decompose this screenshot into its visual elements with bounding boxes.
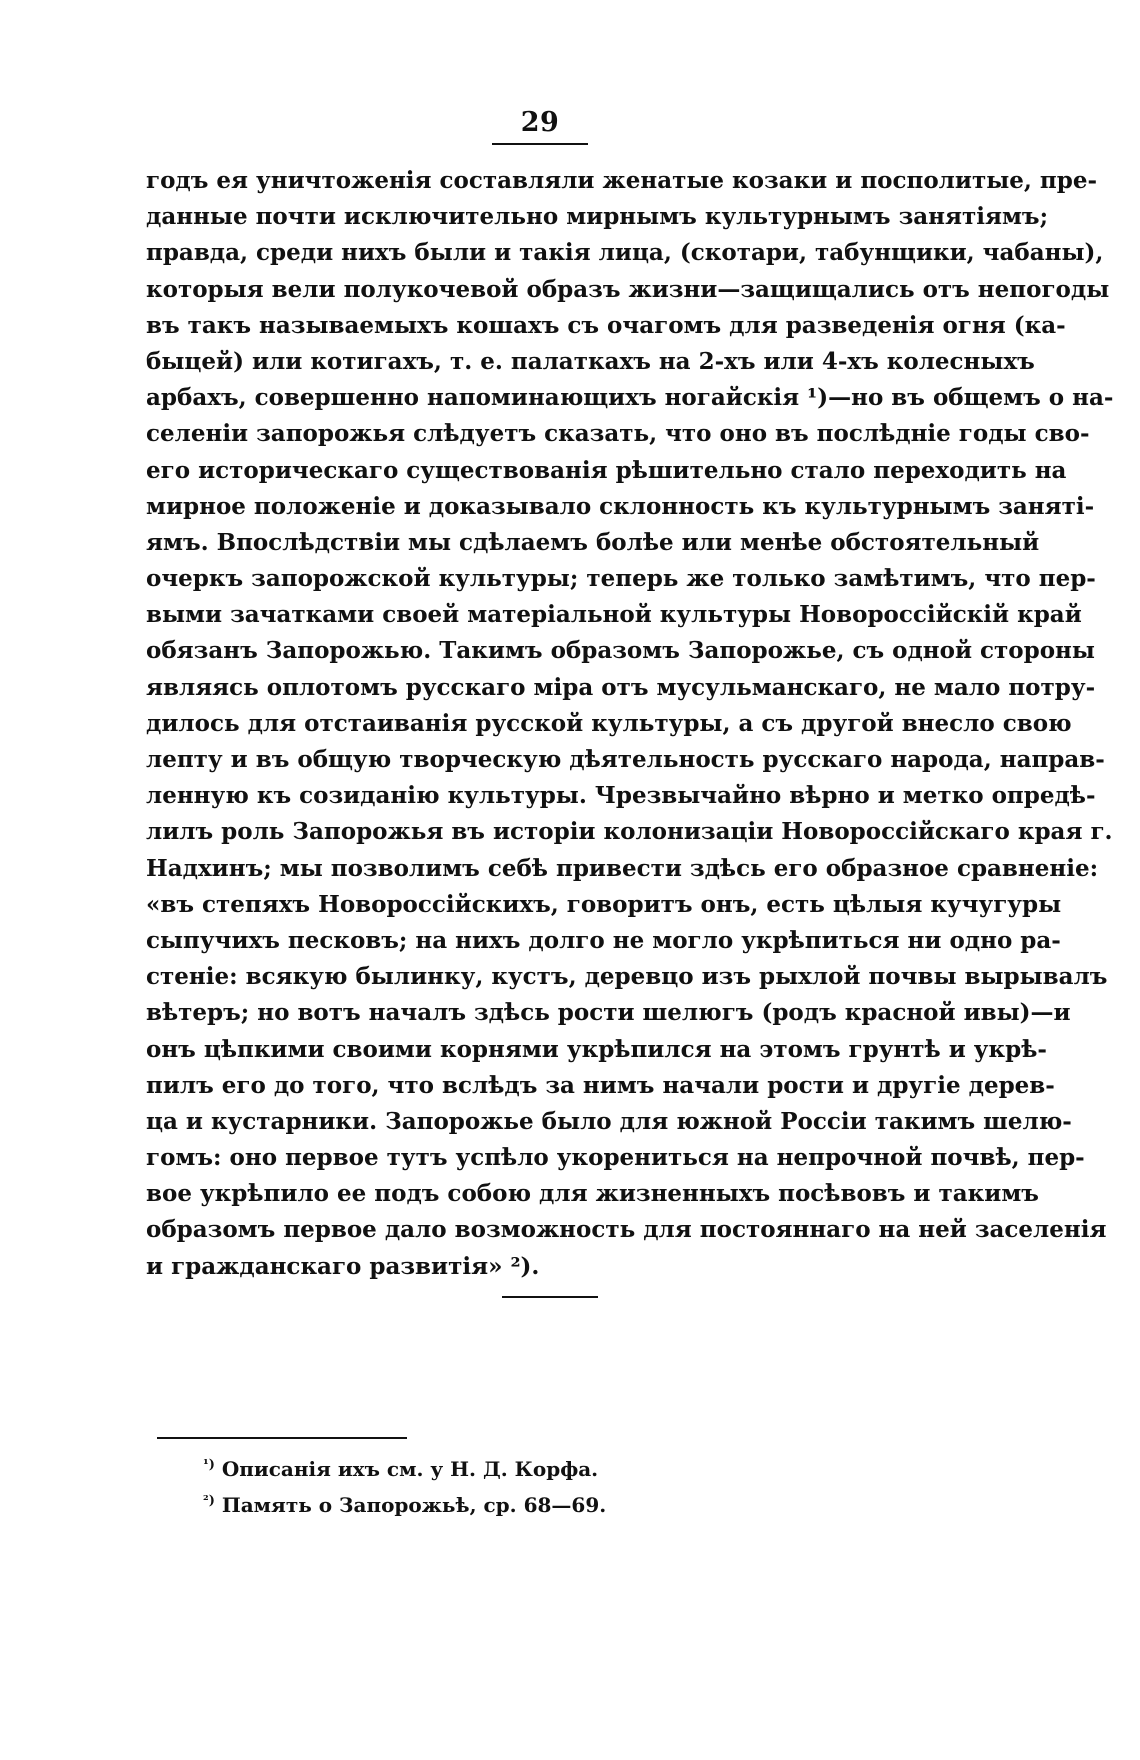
- text-line: пилъ его до того, что вслѣдъ за нимъ начали рости и другіе дерев-: [146, 1071, 1055, 1099]
- text-line: ямъ. Впослѣдствіи мы сдѣлаемъ болѣе или менѣе обстоятельный: [146, 528, 1040, 556]
- text-line: вое укрѣпило ее подъ собою для жизненныхъ посѣвовъ и такимъ: [146, 1180, 1039, 1208]
- text-line: ца и кустарники. Запорожье было для южной Россіи такимъ шелю-: [146, 1107, 1072, 1135]
- text-line: лепту и въ общую творческую дѣятельность русскаго народа, направ-: [146, 746, 1105, 773]
- text-line: очеркъ запорожской культуры; теперь же только замѣтимъ, что пер-: [146, 565, 1096, 593]
- text-line: данные почти исключительно мирнымъ культурнымъ занятіямъ;: [146, 203, 1049, 231]
- footnote-text: Память о Запорожьѣ, ср. 68—69.: [221, 1493, 607, 1517]
- page-number-rule: [492, 143, 588, 145]
- text-line: обязанъ Запорожью. Такимъ образомъ Запорожье, съ одной стороны: [146, 637, 1095, 665]
- text-line: вѣтеръ; но вотъ началъ здѣсь рости шелюгъ (родъ красной ивы)—и: [146, 999, 1071, 1027]
- text-line: онъ цѣпкими своими корнями укрѣпился на этомъ грунтѣ и укрѣ-: [146, 1035, 1047, 1063]
- text-line: которыя вели полукочевой образъ жизни—защищались отъ непогоды: [146, 275, 1110, 303]
- text-line: стеніе: всякую былинку, кустъ, деревцо изъ рыхлой почвы вырывалъ: [146, 963, 1108, 991]
- text-line: ленную къ созиданію культуры. Чрезвычайно вѣрно и метко опредѣ-: [146, 782, 1096, 810]
- section-divider: [502, 1296, 598, 1298]
- text-line: сыпучихъ песковъ; на нихъ долго не могло укрѣпиться ни одно ра-: [146, 926, 1061, 954]
- footnote: [203, 1451, 703, 1487]
- text-line: мирное положеніе и доказывало склонность къ культурнымъ занятi-: [146, 492, 1095, 520]
- footnote-mark: ²): [203, 1493, 215, 1509]
- footnotes: [203, 1451, 703, 1523]
- text-line: и гражданскаго развитія» ²).: [146, 1252, 540, 1280]
- text-line: его историческаго существованія рѣшительно стало переходить на: [146, 456, 1067, 484]
- text-line: являясь оплотомъ русскаго міра отъ мусульманскаго, не мало потру-: [146, 673, 1096, 701]
- footnote-divider: [157, 1437, 407, 1439]
- text-line: селеніи запорожья слѣдуетъ сказать, что оно въ послѣдніе годы сво-: [146, 420, 1090, 448]
- footnote-text: Описанія ихъ см. у Н. Д. Корфа.: [221, 1457, 599, 1481]
- footnote: [203, 1487, 703, 1523]
- text-line: «въ степяхъ Новороссійскихъ, говоритъ онъ, есть цѣлыя кучугуры: [146, 890, 1062, 918]
- page-number: 29: [520, 107, 560, 138]
- body-text: [146, 163, 1114, 1285]
- text-line: дилось для отстаиванія русской культуры, а съ другой внесло свою: [146, 709, 1072, 737]
- text-line: гомъ: оно первое тутъ успѣло укорениться на непрочной почвѣ, пер-: [146, 1144, 1085, 1172]
- text-line: годъ ея уничтоженія составляли женатые козаки и посполитые, пре-: [146, 167, 1097, 194]
- text-line: образомъ первое дало возможность для постояннаго на ней заселенія: [146, 1216, 1107, 1244]
- text-line: арбахъ, совершенно напоминающихъ ногайскія ¹)—но въ общемъ о на-: [146, 384, 1114, 412]
- text-line: въ такъ называемыхъ кошахъ съ очагомъ для разведенія огня (ка-: [146, 311, 1066, 339]
- text-line: Надхинъ; мы позволимъ себѣ привести здѣсь его образное сравненіе:: [146, 854, 1099, 882]
- text-line: выми зачатками своей матеріальной культуры Новороссійскій край: [146, 601, 1082, 629]
- text-line: лилъ роль Запорожья въ исторіи колонизаціи Новороссійскаго края г.: [146, 818, 1113, 846]
- footnote-mark: ¹): [203, 1457, 215, 1473]
- text-line: правда, среди нихъ были и такія лица, (скотари, табунщики, чабаны),: [146, 239, 1104, 267]
- text-line: быцей) или котигахъ, т. е. палаткахъ на 2-хъ или 4-хъ колесныхъ: [146, 347, 1035, 375]
